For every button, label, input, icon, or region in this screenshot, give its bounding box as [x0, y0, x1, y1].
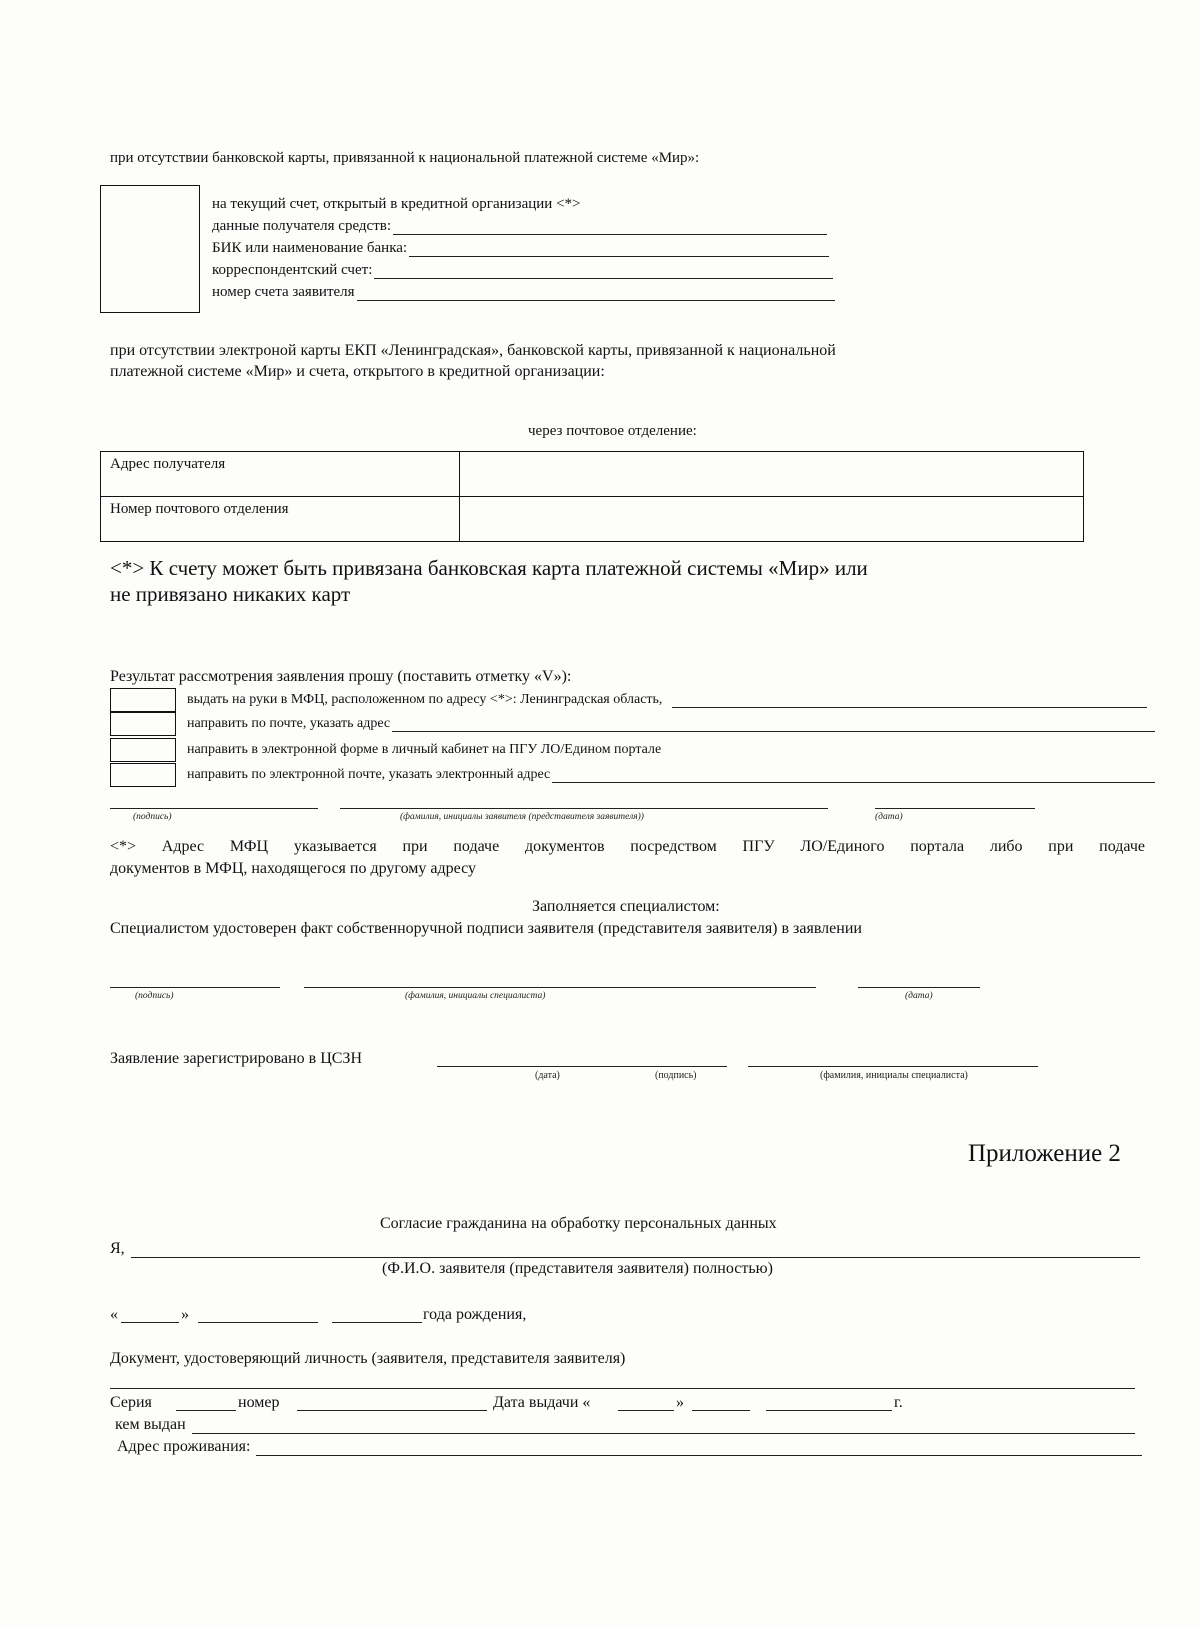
applicant-name-caption: (фамилия, инициалы заявителя (представителя заявителя))	[400, 812, 644, 822]
recipient-data-line[interactable]	[393, 220, 827, 235]
i-label: Я,	[110, 1240, 125, 1257]
issue-close: »	[676, 1394, 684, 1411]
post-office-cell[interactable]	[460, 497, 1084, 542]
no-card-text-line1: при отсутствии электроной карты ЕКП «Ленинградская», банковской карты, привязанной к национальной	[110, 342, 836, 359]
issue-year-line[interactable]	[766, 1410, 892, 1411]
recipient-data-field[interactable]	[212, 218, 827, 235]
bik-label: БИК или наименование банка:	[212, 240, 408, 256]
card-footnote-line2: не привязано никаких карт	[110, 582, 351, 606]
issue-date-label: Дата выдачи «	[493, 1394, 591, 1411]
specialist-signature-line[interactable]	[110, 987, 280, 988]
birth-month-line[interactable]	[198, 1322, 318, 1323]
applicant-date-line[interactable]	[875, 808, 1035, 809]
post-table	[100, 451, 1084, 542]
appendix-title: Приложение 2	[968, 1140, 1121, 1167]
result-option-email-label: направить по электронной почте, указать электронный адрес	[187, 767, 551, 782]
card-footnote-line1: <*> К счету может быть привязана банковская карта платежной системы «Мир» или	[110, 556, 868, 580]
applicant-account-field[interactable]	[212, 284, 835, 301]
applicant-account-label: номер счета заявителя	[212, 284, 355, 300]
issue-day-line[interactable]	[618, 1410, 674, 1411]
post-address-label: Адрес получателя	[101, 452, 460, 497]
specialist-statement: Специалистом удостоверен факт собственноручной подписи заявителя (представителя заявителя) в заявлении	[110, 920, 862, 937]
corr-account-field[interactable]	[212, 262, 833, 279]
birth-suffix: года рождения,	[423, 1306, 527, 1323]
bik-line[interactable]	[409, 242, 829, 257]
mail-address-line[interactable]	[392, 717, 1155, 732]
specialist-date-line[interactable]	[858, 987, 980, 988]
result-checkbox-portal[interactable]	[110, 738, 176, 762]
result-option-mfc	[187, 692, 1147, 708]
corr-account-label: корреспондентский счет:	[212, 262, 373, 278]
address-field	[117, 1438, 1142, 1456]
result-checkbox-mail[interactable]	[110, 712, 176, 736]
post-heading: через почтовое отделение:	[528, 423, 697, 439]
birth-year-line[interactable]	[332, 1322, 422, 1323]
email-address-line[interactable]	[552, 768, 1155, 783]
specialist-date-caption: (дата)	[905, 991, 933, 1001]
series-line[interactable]	[176, 1410, 236, 1411]
result-option-mail	[187, 716, 1155, 732]
result-option-email	[187, 767, 1155, 783]
address-label: Адрес проживания:	[117, 1438, 251, 1455]
mfc-address-line[interactable]	[672, 693, 1147, 708]
corr-account-line[interactable]	[374, 264, 833, 279]
result-option-portal-label: направить в электронной форме в личный кабинет на ПГУ ЛО/Едином портале	[187, 742, 662, 757]
applicant-name-line[interactable]	[340, 808, 828, 809]
registration-specialist-caption: (фамилия, инициалы специалиста)	[820, 1070, 968, 1081]
fio-field	[110, 1240, 1140, 1258]
issue-month-line[interactable]	[692, 1410, 750, 1411]
mfc-footnote-line2: документов в МФЦ, находящегося по другому адресу	[110, 860, 477, 877]
series-label: Серия	[110, 1394, 152, 1411]
birth-day-line[interactable]	[121, 1322, 179, 1323]
post-row-address	[101, 452, 1084, 497]
registration-specialist-line[interactable]	[748, 1066, 1038, 1067]
issued-by-label: кем выдан	[115, 1416, 186, 1433]
applicant-signature-line[interactable]	[110, 808, 318, 809]
result-checkbox-email[interactable]	[110, 763, 176, 787]
specialist-signature-caption: (подпись)	[135, 991, 174, 1001]
applicant-signature-caption: (подпись)	[133, 812, 172, 822]
specialist-name-caption: (фамилия, инициалы специалиста)	[405, 991, 546, 1001]
recipient-data-label: данные получателя средств:	[212, 218, 392, 234]
fio-line[interactable]	[131, 1243, 1140, 1258]
applicant-date-caption: (дата)	[875, 812, 903, 822]
no-card-text-line2: платежной системе «Мир» и счета, открытого в кредитной организации:	[110, 363, 605, 380]
number-line[interactable]	[297, 1410, 487, 1411]
number-label: номер	[238, 1394, 280, 1411]
registration-signature-caption: (подпись)	[655, 1070, 697, 1081]
account-option-label: на текущий счет, открытый в кредитной организации <*>	[212, 196, 581, 212]
registration-label: Заявление зарегистрировано в ЦСЗН	[110, 1050, 362, 1067]
mfc-footnote-line1: <*> Адрес МФЦ указывается при подаче документов посредством ПГУ ЛО/Единого портала либо при подаче	[110, 838, 1145, 855]
registration-date-signature-line[interactable]	[437, 1066, 727, 1067]
year-suffix: г.	[894, 1394, 903, 1411]
issued-by-field	[115, 1416, 1135, 1434]
applicant-account-line[interactable]	[357, 286, 835, 301]
account-option-checkbox[interactable]	[100, 185, 200, 313]
address-line[interactable]	[256, 1441, 1142, 1456]
post-address-cell[interactable]	[460, 452, 1084, 497]
doc-line[interactable]	[110, 1388, 1135, 1389]
post-row-office	[101, 497, 1084, 542]
registration-date-caption: (дата)	[535, 1070, 560, 1081]
result-heading: Результат рассмотрения заявления прошу (поставить отметку «V»):	[110, 668, 572, 685]
bik-field[interactable]	[212, 240, 829, 257]
birth-open: «	[110, 1306, 118, 1323]
specialist-name-line[interactable]	[304, 987, 816, 988]
result-option-mfc-label: выдать на руки в МФЦ, расположенном по адресу <*>: Ленинградская область,	[187, 692, 663, 707]
doc-label: Документ, удостоверяющий личность (заявителя, представителя заявителя)	[110, 1350, 626, 1367]
birth-close: »	[181, 1306, 189, 1323]
issued-by-line[interactable]	[192, 1419, 1135, 1434]
post-office-label: Номер почтового отделения	[101, 497, 460, 542]
consent-title: Согласие гражданина на обработку персональных данных	[380, 1215, 777, 1232]
result-checkbox-mfc[interactable]	[110, 688, 176, 712]
result-option-mail-label: направить по почте, указать адрес	[187, 716, 391, 731]
specialist-heading: Заполняется специалистом:	[532, 898, 720, 915]
fio-caption: (Ф.И.О. заявителя (представителя заявителя) полностью)	[382, 1260, 773, 1277]
no-mir-heading: при отсутствии банковской карты, привязанной к национальной платежной системе «Мир»:	[110, 150, 700, 166]
